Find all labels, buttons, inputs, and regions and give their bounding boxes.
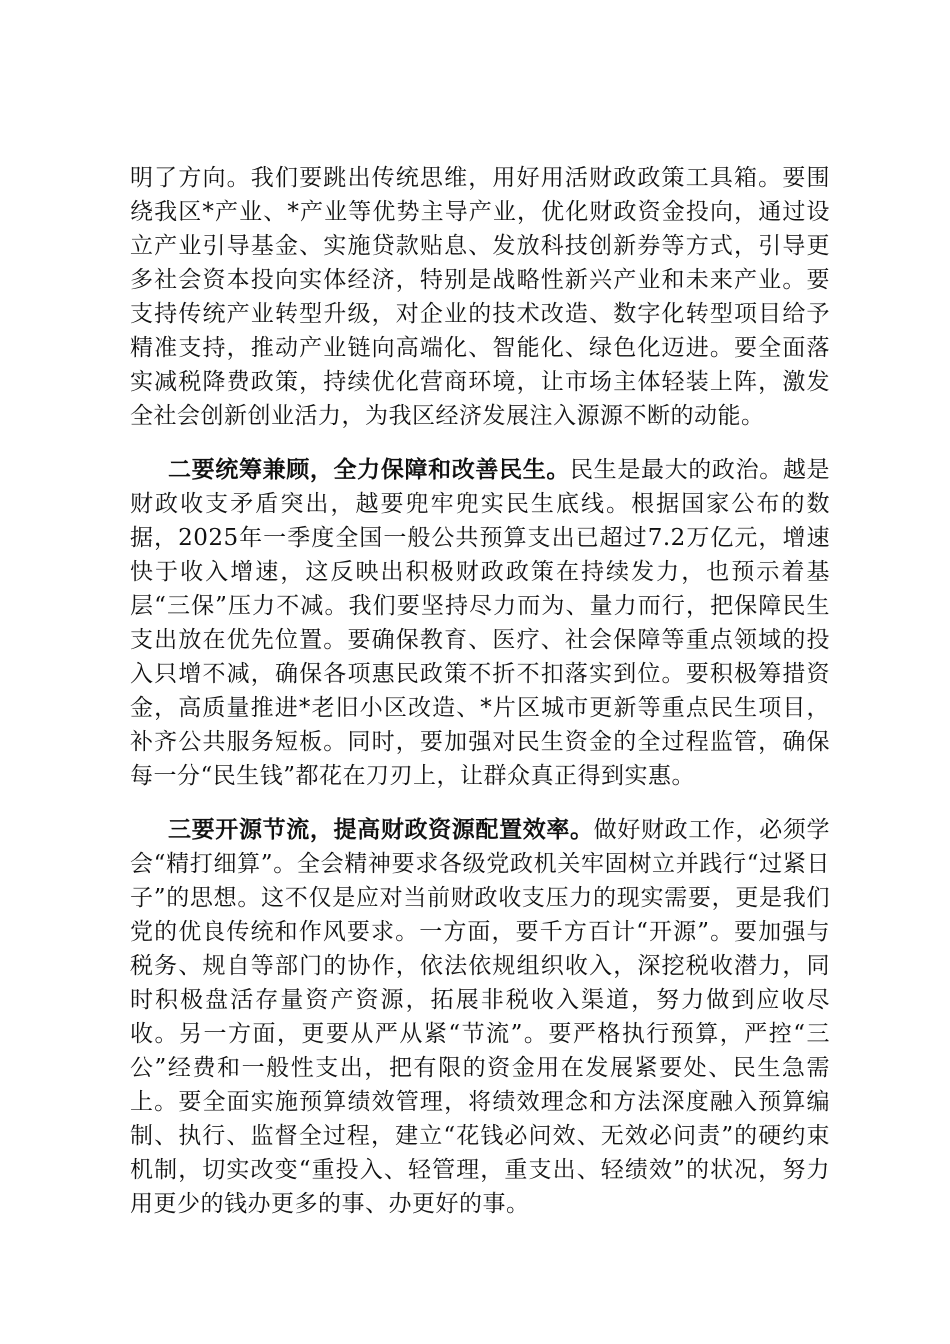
paragraph-2-body: 民生是最大的政治。越是财政收支矛盾突出，越要兜牢兜实民生底线。根据国家公布的数据，2025年一季度全国一般公共预算支出已超过7.2万亿元，增速快于收入增速，这反映出积极财政政策在持续发力，也预示着基层“三保”压力不减。我们要坚持尽力而为、量力而行，把保障民生支出放在优先位置。要确保教育、医疗、社会保障等重点领域的投入只增不减，确保各项惠民政策不折不扣落实到位。要积极筹措资金，高质量推进*老旧小区改造、*片区城市更新等重点民生项目，补齐公共服务短板。同时，要加强对民生资金的全过程监管，确保每一分“民生钱”都花在刀刃上，让群众真正得到实惠。 <box>130 457 831 789</box>
paragraph-2-text <box>130 453 830 793</box>
paragraph-3 <box>130 813 830 1221</box>
paragraph-2 <box>130 453 830 793</box>
paragraph-2-lead: 二要统筹兼顾，全力保障和改善民生。 <box>168 456 571 483</box>
paragraph-1-body: 明了方向。我们要跳出传统思维，用好用活财政政策工具箱。要围绕我区*产业、*产业等优势主导产业，优化财政资金投向，通过设立产业引导基金、实施贷款贴息、发放科技创新券等方式，引导更多社会资本投向实体经济，特别是战略性新兴产业和未来产业。要支持传统产业转型升级，对企业的技术改造、数字化转型项目给予精准支持，推动产业链向高端化、智能化、绿色化迈进。要全面落实减税降费政策，持续优化营商环境，让市场主体轻装上阵，激发全社会创新创业活力，为我区经济发展注入源源不断的动能。 <box>130 165 830 429</box>
paragraph-3-text <box>130 813 830 1221</box>
paragraph-1 <box>130 161 830 433</box>
paragraph-1-text <box>130 161 830 433</box>
paragraph-3-lead: 三要开源节流，提高财政资源配置效率。 <box>168 816 594 843</box>
paragraph-3-body: 做好财政工作，必须学会“精打细算”。全会精神要求各级党政机关牢固树立并践行“过紧日子”的思想。这不仅是应对当前财政收支压力的现实需要，更是我们党的优良传统和作风要求。一方面，要千方百计“开源”。要加强与税务、规自等部门的协作，依法依规组织收入，深挖税收潜力，同时积极盘活存量资产资源，拓展非税收入渠道，努力做到应收尽收。另一方面，更要从严从紧“节流”。要严格执行预算，严控“三公”经费和一般性支出，把有限的资金用在发展紧要处、民生急需上。要全面实施预算绩效管理，将绩效理念和方法深度融入预算编制、执行、监督全过程，建立“花钱必问效、无效必问责”的硬约束机制，切实改变“重投入、轻管理，重支出、轻绩效”的状况，努力用更少的钱办更多的事、办更好的事。 <box>130 817 831 1217</box>
